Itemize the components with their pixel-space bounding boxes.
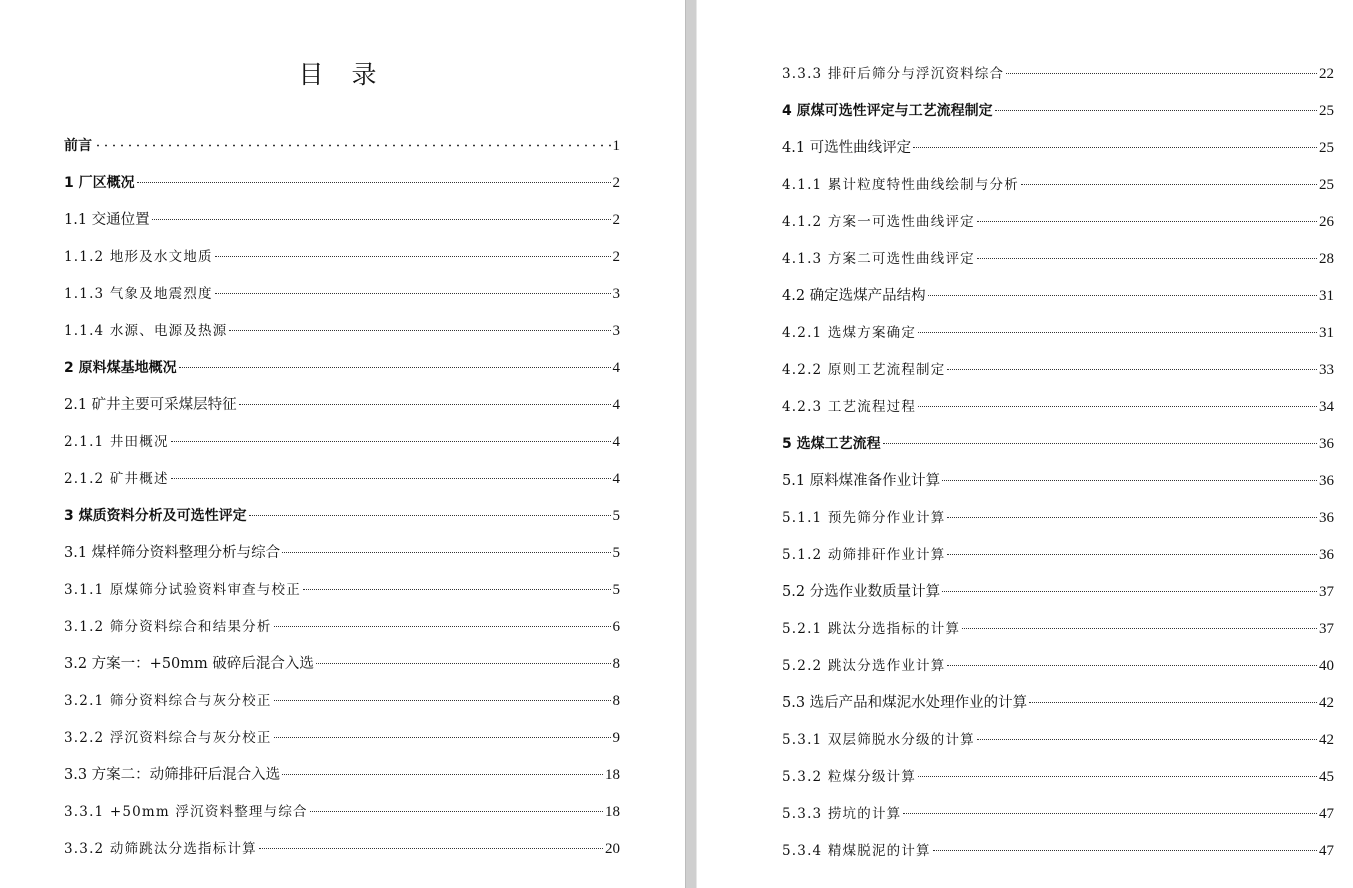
toc-entry[interactable] bbox=[782, 172, 1334, 209]
toc-leader-dots bbox=[1021, 184, 1317, 185]
toc-leader-dots bbox=[310, 811, 603, 812]
toc-leader-dots bbox=[215, 293, 611, 294]
toc-entry[interactable] bbox=[64, 133, 620, 170]
toc-entry-text: 5.1.2 动筛排矸作业计算 bbox=[782, 547, 946, 563]
toc-leader-dots bbox=[316, 663, 611, 664]
toc-page-number: 25 bbox=[1319, 177, 1334, 193]
toc-page-number: 20 bbox=[605, 841, 620, 857]
toc-entry[interactable] bbox=[64, 355, 620, 392]
toc-leader-dots bbox=[171, 441, 611, 442]
toc-page-number: 42 bbox=[1319, 695, 1334, 711]
toc-entry[interactable] bbox=[64, 577, 620, 614]
toc-page-number: 2 bbox=[612, 249, 620, 265]
toc-page-number: 45 bbox=[1319, 769, 1334, 785]
toc-leader-dots bbox=[947, 554, 1317, 555]
toc-entry[interactable] bbox=[782, 801, 1334, 838]
toc-entry-text: 5.2 分选作业数质量计算 bbox=[782, 584, 941, 600]
toc-entry-text: 3 煤质资料分析及可选性评定 bbox=[64, 508, 247, 524]
toc-entry[interactable] bbox=[64, 281, 620, 318]
toc-entry[interactable] bbox=[64, 762, 620, 799]
toc-leader-dots bbox=[274, 737, 611, 738]
toc-entry-text: 1.1.2 地形及水文地质 bbox=[64, 249, 213, 265]
toc-leader-dots bbox=[928, 295, 1317, 296]
toc-entry-text: 2.1 矿井主要可采煤层特征 bbox=[64, 397, 237, 413]
toc-entry[interactable] bbox=[64, 318, 620, 355]
toc-entry-text: 2 原料煤基地概况 bbox=[64, 360, 177, 376]
toc-leader-dots bbox=[282, 774, 603, 775]
toc-entry-text: 3.3.1 +50mm 浮沉资料整理与综合 bbox=[64, 804, 308, 820]
toc-page-number: 26 bbox=[1319, 214, 1334, 230]
toc-page-number: 8 bbox=[612, 656, 620, 672]
toc-leader-dots bbox=[918, 776, 1317, 777]
toc-entry[interactable] bbox=[782, 542, 1334, 579]
toc-page-number: 8 bbox=[612, 693, 620, 709]
toc-page-number: 40 bbox=[1319, 658, 1334, 674]
toc-entry-text: 5 选煤工艺流程 bbox=[782, 436, 881, 452]
toc-entry[interactable] bbox=[782, 579, 1334, 616]
toc-entry-text: 3.1 煤样筛分资料整理分析与综合 bbox=[64, 545, 281, 561]
toc-page-number: 4 bbox=[612, 471, 620, 487]
toc-entry[interactable] bbox=[782, 320, 1334, 357]
toc-leader-dots bbox=[1029, 702, 1317, 703]
toc-page-number: 25 bbox=[1319, 103, 1334, 119]
toc-entry-text: 5.3 选后产品和煤泥水处理作业的计算 bbox=[782, 695, 1028, 711]
toc-leader-dots bbox=[977, 739, 1317, 740]
toc-leader-dots bbox=[274, 626, 611, 627]
toc-leader-dots bbox=[171, 478, 611, 479]
toc-entry-text: 1 厂区概况 bbox=[64, 175, 135, 191]
toc-entry-text: 5.2.1 跳汰分选指标的计算 bbox=[782, 621, 961, 637]
toc-entry[interactable] bbox=[782, 394, 1334, 431]
toc-page-number: 37 bbox=[1319, 621, 1334, 637]
toc-entry[interactable] bbox=[782, 246, 1334, 283]
toc-entry[interactable] bbox=[64, 799, 620, 836]
toc-leader-dots bbox=[977, 221, 1317, 222]
toc-page-number: 18 bbox=[605, 804, 620, 820]
toc-page-number: 3 bbox=[612, 286, 620, 302]
toc-entry[interactable] bbox=[782, 505, 1334, 542]
toc-leader-dots bbox=[883, 443, 1317, 444]
toc-entry-text: 3.1.2 筛分资料综合和结果分析 bbox=[64, 619, 272, 635]
toc-entry[interactable] bbox=[782, 209, 1334, 246]
toc-entry-text: 4.1 可选性曲线评定 bbox=[782, 140, 912, 156]
toc-leader-dots bbox=[229, 330, 610, 331]
toc-entry[interactable] bbox=[64, 503, 620, 540]
toc-leader-dots bbox=[933, 850, 1317, 851]
toc-entry-text: 3.3 方案二：动筛排矸后混合入选 bbox=[64, 767, 281, 783]
toc-page-number: 42 bbox=[1319, 732, 1334, 748]
toc-page-number: 33 bbox=[1319, 362, 1334, 378]
toc-entry-text: 3.2 方案一：+50mm 破碎后混合入选 bbox=[64, 656, 314, 672]
toc-leader-dots bbox=[913, 147, 1317, 148]
toc-page-number: 5 bbox=[612, 508, 620, 524]
toc-page-number: 1 bbox=[612, 138, 620, 154]
toc-leader-dots bbox=[962, 628, 1317, 629]
toc-entry-text: 前言 bbox=[64, 138, 92, 154]
toc-entry[interactable] bbox=[64, 429, 620, 466]
toc-entry-text: 4.2 确定选煤产品结构 bbox=[782, 288, 926, 304]
toc-leader-dots bbox=[94, 143, 611, 147]
toc-leader-dots bbox=[977, 258, 1317, 259]
toc-entry[interactable] bbox=[782, 283, 1334, 320]
toc-leader-dots bbox=[215, 256, 611, 257]
toc-page-number: 25 bbox=[1319, 140, 1334, 156]
toc-entry[interactable] bbox=[64, 651, 620, 688]
toc-page-number: 22 bbox=[1319, 66, 1334, 82]
toc-entry[interactable] bbox=[782, 727, 1334, 764]
toc-leader-dots bbox=[137, 182, 611, 183]
toc-list-right bbox=[782, 61, 1334, 875]
toc-entry[interactable] bbox=[64, 836, 620, 873]
toc-page-number: 36 bbox=[1319, 547, 1334, 563]
toc-leader-dots bbox=[152, 219, 611, 220]
toc-entry-text: 4 原煤可选性评定与工艺流程制定 bbox=[782, 103, 993, 119]
toc-entry[interactable] bbox=[782, 616, 1334, 653]
toc-leader-dots bbox=[249, 515, 611, 516]
toc-entry[interactable] bbox=[64, 170, 620, 207]
page-gutter bbox=[685, 0, 697, 888]
toc-entry[interactable] bbox=[782, 431, 1334, 468]
toc-entry[interactable] bbox=[782, 764, 1334, 801]
toc-leader-dots bbox=[947, 665, 1317, 666]
toc-leader-dots bbox=[259, 848, 603, 849]
toc-entry-text: 3.3.3 排矸后筛分与浮沉资料综合 bbox=[782, 66, 1005, 82]
toc-entry[interactable] bbox=[64, 614, 620, 651]
toc-entry[interactable] bbox=[782, 98, 1334, 135]
toc-leader-dots bbox=[1006, 73, 1317, 74]
toc-page-number: 47 bbox=[1319, 843, 1334, 859]
toc-leader-dots bbox=[903, 813, 1317, 814]
toc-leader-dots bbox=[282, 552, 610, 553]
toc-entry-text: 1.1.4 水源、电源及热源 bbox=[64, 323, 228, 339]
toc-entry[interactable] bbox=[64, 392, 620, 429]
toc-entry-text: 3.1.1 原煤筛分试验资料审查与校正 bbox=[64, 582, 301, 598]
toc-page-number: 47 bbox=[1319, 806, 1334, 822]
toc-entry[interactable] bbox=[782, 838, 1334, 875]
toc-entry-text: 4.2.1 选煤方案确定 bbox=[782, 325, 917, 341]
toc-leader-dots bbox=[918, 406, 1317, 407]
toc-entry[interactable] bbox=[64, 725, 620, 762]
toc-entry-text: 3.2.1 筛分资料综合与灰分校正 bbox=[64, 693, 272, 709]
toc-leader-dots bbox=[947, 369, 1317, 370]
toc-entry[interactable] bbox=[64, 207, 620, 244]
toc-page-number: 3 bbox=[612, 323, 620, 339]
toc-entry[interactable] bbox=[782, 690, 1334, 727]
toc-page-number: 2 bbox=[612, 175, 620, 191]
toc-entry[interactable] bbox=[782, 468, 1334, 505]
toc-page-number: 28 bbox=[1319, 251, 1334, 267]
toc-entry[interactable] bbox=[64, 540, 620, 577]
toc-entry-text: 4.2.2 原则工艺流程制定 bbox=[782, 362, 946, 378]
toc-entry-text: 5.3.4 精煤脱泥的计算 bbox=[782, 843, 931, 859]
toc-entry[interactable] bbox=[64, 244, 620, 281]
toc-entry[interactable] bbox=[782, 357, 1334, 394]
toc-page-number: 5 bbox=[612, 582, 620, 598]
toc-page-number: 2 bbox=[612, 212, 620, 228]
toc-entry-text: 5.3.1 双层筛脱水分级的计算 bbox=[782, 732, 975, 748]
toc-entry-text: 2.1.2 矿井概述 bbox=[64, 471, 169, 487]
toc-entry-text: 5.1 原料煤准备作业计算 bbox=[782, 473, 941, 489]
toc-entry[interactable] bbox=[64, 466, 620, 503]
toc-page-number: 4 bbox=[612, 360, 620, 376]
toc-entry-text: 5.1.1 预先筛分作业计算 bbox=[782, 510, 946, 526]
toc-page-number: 9 bbox=[612, 730, 620, 746]
toc-entry-text: 3.2.2 浮沉资料综合与灰分校正 bbox=[64, 730, 272, 746]
toc-entry-text: 2.1.1 井田概况 bbox=[64, 434, 169, 450]
toc-entry-text: 4.1.3 方案二可选性曲线评定 bbox=[782, 251, 975, 267]
toc-entry-text: 4.1.1 累计粒度特性曲线绘制与分析 bbox=[782, 177, 1019, 193]
page-right bbox=[697, 0, 1353, 888]
toc-leader-dots bbox=[918, 332, 1317, 333]
toc-leader-dots bbox=[947, 517, 1317, 518]
toc-page-number: 36 bbox=[1319, 436, 1334, 452]
toc-page-number: 6 bbox=[612, 619, 620, 635]
toc-page-number: 4 bbox=[612, 397, 620, 413]
toc-leader-dots bbox=[942, 591, 1317, 592]
toc-entry-text: 5.2.2 跳汰分选作业计算 bbox=[782, 658, 946, 674]
toc-page-number: 5 bbox=[612, 545, 620, 561]
toc-page-number: 37 bbox=[1319, 584, 1334, 600]
toc-leader-dots bbox=[274, 700, 611, 701]
toc-entry-text: 5.3.3 捞坑的计算 bbox=[782, 806, 902, 822]
toc-entry-text: 1.1.3 气象及地震烈度 bbox=[64, 286, 213, 302]
toc-page-number: 4 bbox=[612, 434, 620, 450]
toc-entry-text: 3.3.2 动筛跳汰分选指标计算 bbox=[64, 841, 257, 857]
toc-entry[interactable] bbox=[64, 688, 620, 725]
toc-leader-dots bbox=[239, 404, 611, 405]
toc-list-left bbox=[64, 133, 620, 873]
toc-entry[interactable] bbox=[782, 653, 1334, 690]
toc-page-number: 18 bbox=[605, 767, 620, 783]
toc-page-number: 34 bbox=[1319, 399, 1334, 415]
toc-entry[interactable] bbox=[782, 135, 1334, 172]
toc-entry-text: 1.1 交通位置 bbox=[64, 212, 150, 228]
toc-page-number: 31 bbox=[1319, 325, 1334, 341]
toc-page-number: 36 bbox=[1319, 473, 1334, 489]
toc-page-number: 31 bbox=[1319, 288, 1334, 304]
toc-entry-text: 5.3.2 粒煤分级计算 bbox=[782, 769, 917, 785]
toc-entry-text: 4.2.3 工艺流程过程 bbox=[782, 399, 917, 415]
toc-leader-dots bbox=[179, 367, 611, 368]
toc-leader-dots bbox=[995, 110, 1317, 111]
toc-entry[interactable] bbox=[782, 61, 1334, 98]
toc-leader-dots bbox=[303, 589, 611, 590]
toc-entry-text: 4.1.2 方案一可选性曲线评定 bbox=[782, 214, 975, 230]
toc-title: 目 录 bbox=[298, 60, 387, 89]
toc-page-number: 36 bbox=[1319, 510, 1334, 526]
toc-leader-dots bbox=[942, 480, 1317, 481]
